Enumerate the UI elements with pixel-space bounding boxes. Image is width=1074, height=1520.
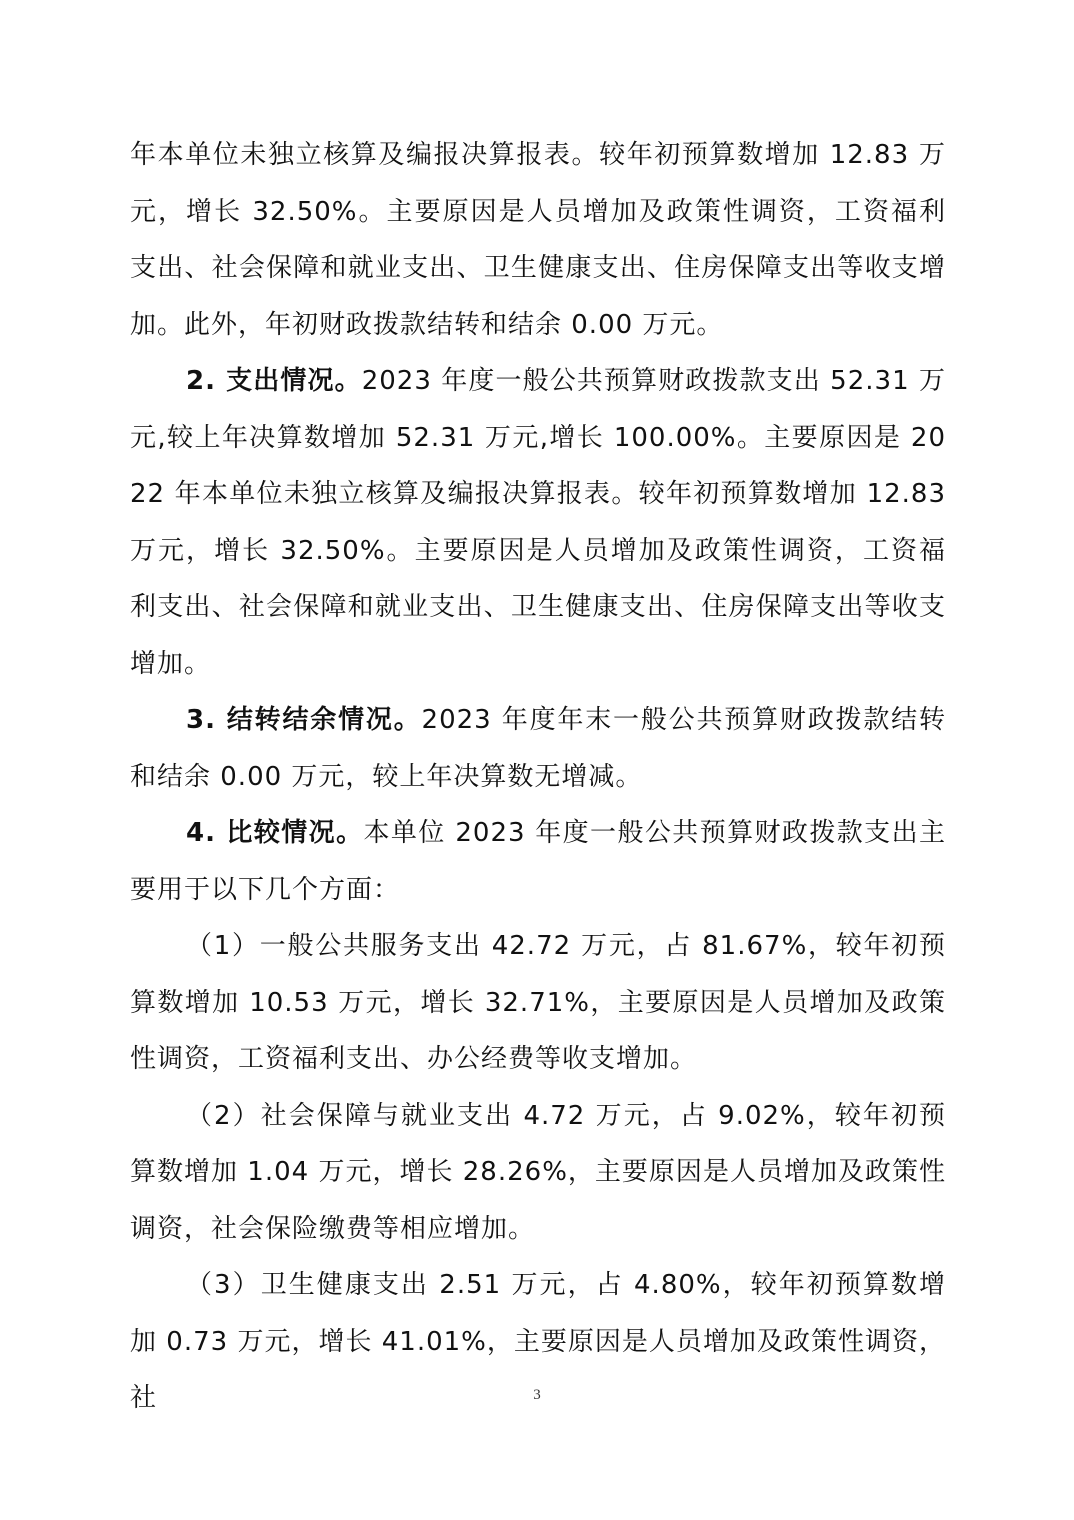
document-body bbox=[130, 127, 946, 1427]
paragraph-item-2 bbox=[130, 1088, 946, 1258]
paragraph-text: （1）一般公共服务支出 42.72 万元，占 81.67%，较年初预算数增加 10.53 万元，增长 32.71%，主要原因是人员增加及政策性调资，工资福利支出、办公经费等收支增加。 bbox=[130, 931, 946, 1074]
paragraph-text: 2023 年度年末一般公共预算财政拨款结转和结余 0.00 万元，较上年决算数无增减。 bbox=[130, 705, 946, 792]
paragraph-item-1 bbox=[130, 918, 946, 1088]
section-heading-comparison: 4. 比较情况。 bbox=[186, 818, 364, 848]
paragraph-carryover bbox=[130, 692, 946, 805]
paragraph-text: 年本单位未独立核算及编报决算报表。较年初预算数增加 12.83 万元，增长 32.50%。主要原因是人员增加及政策性调资，工资福利支出、社会保障和就业支出、卫生健康支出、住房保障支出等收支增加。此外，年初财政拨款结转和结余 0.00 万元。 bbox=[130, 140, 946, 340]
paragraph-expenditure bbox=[130, 353, 946, 692]
paragraph-income-continuation bbox=[130, 127, 946, 353]
page-number: 3 bbox=[533, 1387, 541, 1403]
section-heading-expenditure: 2. 支出情况。 bbox=[186, 366, 362, 396]
section-heading-carryover: 3. 结转结余情况。 bbox=[186, 705, 422, 735]
paragraph-text: （3）卫生健康支出 2.51 万元，占 4.80%，较年初预算数增加 0.73 万元，增长 41.01%，主要原因是人员增加及政策性调资，社 bbox=[130, 1270, 946, 1413]
paragraph-comparison bbox=[130, 805, 946, 918]
paragraph-text: （2）社会保障与就业支出 4.72 万元，占 9.02%，较年初预算数增加 1.04 万元，增长 28.26%，主要原因是人员增加及政策性调资，社会保险缴费等相应增加。 bbox=[130, 1100, 946, 1244]
paragraph-text: 2023 年度一般公共预算财政拨款支出 52.31 万元,较上年决算数增加 52.31 万元,增长 100.00%。主要原因是 2022 年本单位未独立核算及编报决算报表。较年初预算数增加 12.83 万元，增长 32.50%。主要原因是人员增加及政策性调资，工资福利支出、社会保障和就业支出、卫生健康支出、住房保障支出等收支增加。 bbox=[130, 366, 946, 679]
paragraph-text: 本单位 2023 年度一般公共预算财政拨款支出主要用于以下几个方面： bbox=[130, 818, 946, 905]
